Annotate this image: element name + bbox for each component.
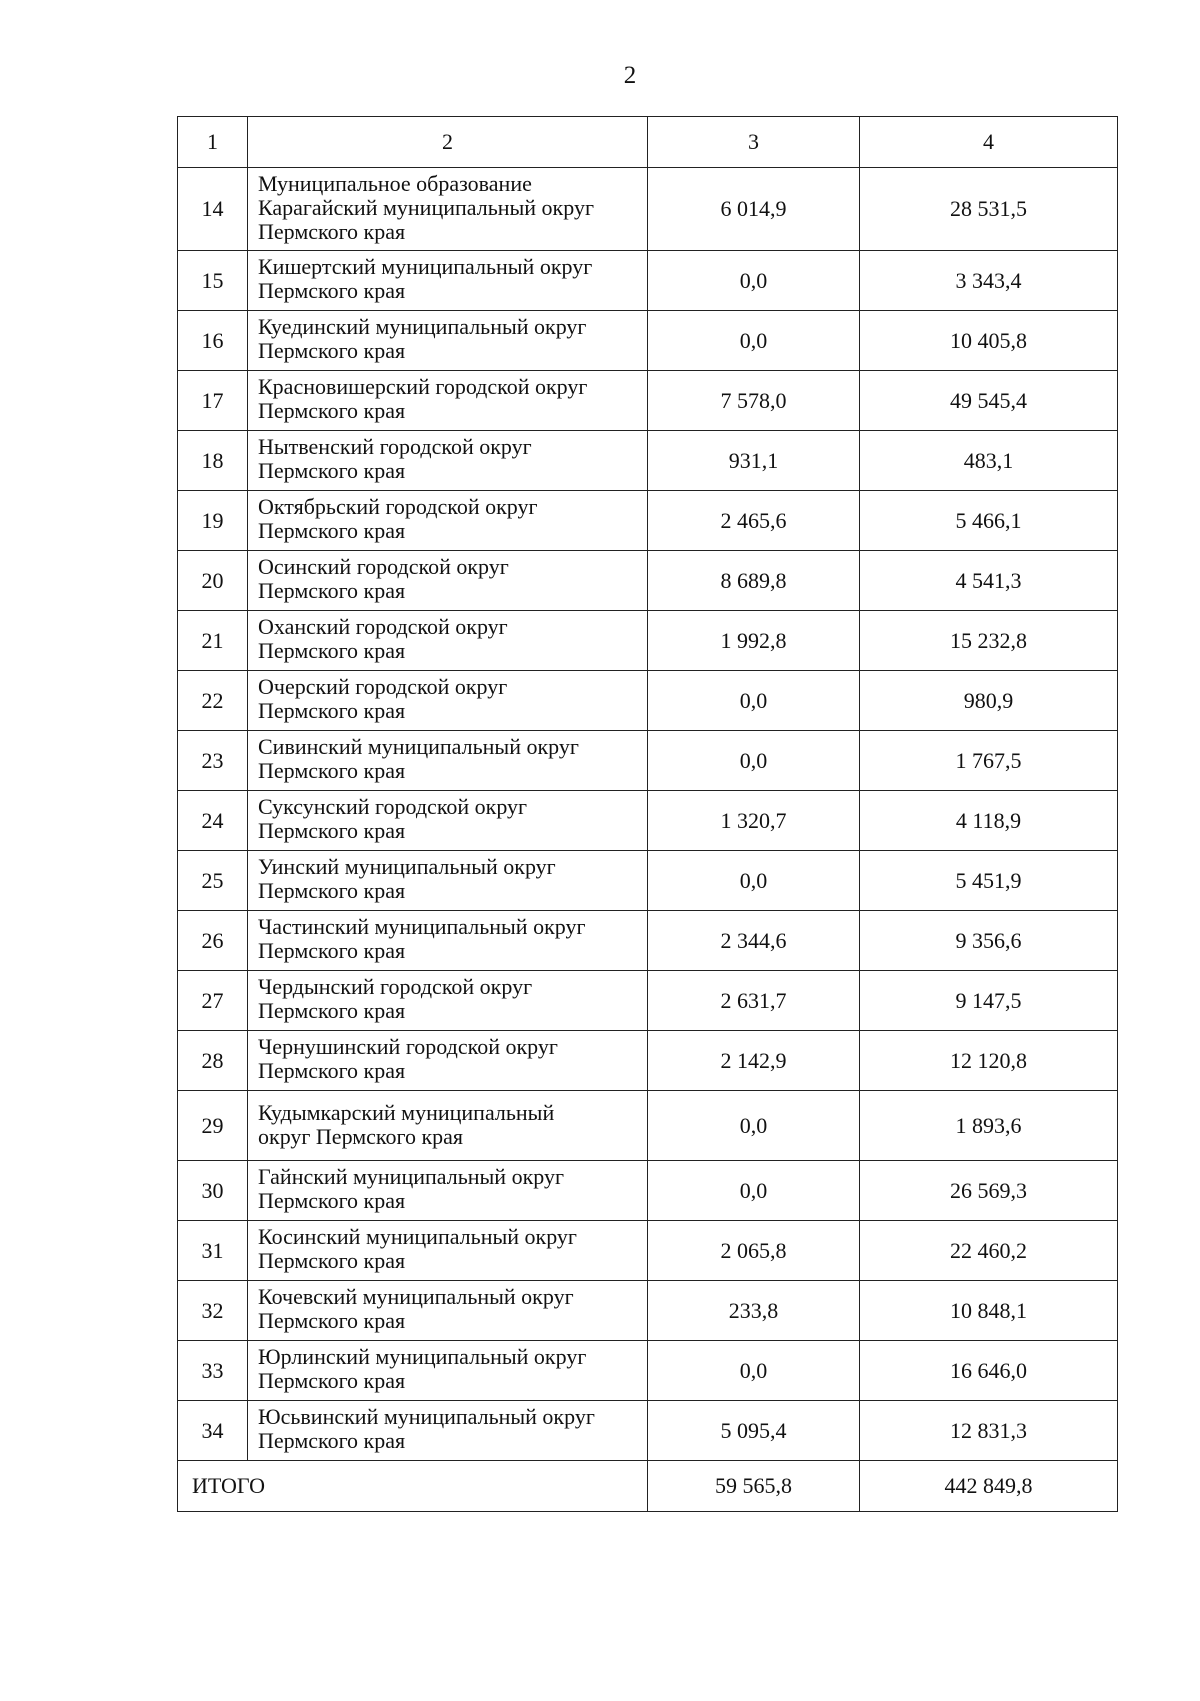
table-row: [178, 851, 1118, 911]
value-col-3: 0,0: [648, 731, 860, 791]
row-number: 27: [178, 971, 248, 1031]
table-row: [178, 1401, 1118, 1461]
value-col-4: 1 767,5: [860, 731, 1118, 791]
value-col-3: 0,0: [648, 251, 860, 311]
total-col-3: 59 565,8: [648, 1461, 860, 1512]
municipality-name-line: Пермского края: [258, 1188, 406, 1213]
municipality-name: [248, 431, 648, 491]
value-col-4: 12 831,3: [860, 1401, 1118, 1461]
value-col-4: 10 848,1: [860, 1281, 1118, 1341]
value-col-3: 2 631,7: [648, 971, 860, 1031]
row-number: 22: [178, 671, 248, 731]
municipality-name-line: Пермского края: [258, 698, 406, 723]
municipality-name: [248, 1091, 648, 1161]
row-number: 24: [178, 791, 248, 851]
row-number: 31: [178, 1221, 248, 1281]
row-number: 25: [178, 851, 248, 911]
row-number: 34: [178, 1401, 248, 1461]
table-footer: [178, 1461, 1118, 1512]
value-col-3: 2 065,8: [648, 1221, 860, 1281]
row-number: 17: [178, 371, 248, 431]
municipality-name-line: Кишертский муниципальный округ: [258, 254, 593, 279]
distribution-table: [177, 116, 1118, 1512]
value-col-3: 0,0: [648, 851, 860, 911]
table-row: [178, 491, 1118, 551]
value-col-4: 15 232,8: [860, 611, 1118, 671]
municipality-name-line: Пермского края: [258, 1058, 406, 1083]
municipality-name-line: Осинский городской округ: [258, 554, 509, 579]
header-col-4: 4: [860, 117, 1118, 168]
municipality-name-line: Уинский муниципальный округ: [258, 854, 556, 879]
header-col-3: 3: [648, 117, 860, 168]
value-col-4: 22 460,2: [860, 1221, 1118, 1281]
municipality-name-line: Нытвенский городской округ: [258, 434, 532, 459]
value-col-4: 3 343,4: [860, 251, 1118, 311]
value-col-4: 4 541,3: [860, 551, 1118, 611]
municipality-name-line: Пермского края: [258, 758, 406, 783]
value-col-3: 233,8: [648, 1281, 860, 1341]
row-number: 26: [178, 911, 248, 971]
table-row: [178, 731, 1118, 791]
row-number: 18: [178, 431, 248, 491]
row-number: 14: [178, 168, 248, 251]
municipality-name-line: Пермского края: [258, 998, 406, 1023]
municipality-name-line: Пермского края: [258, 1428, 406, 1453]
value-col-3: 2 344,6: [648, 911, 860, 971]
value-col-3: 1 992,8: [648, 611, 860, 671]
table-header: [178, 117, 1118, 168]
value-col-3: 0,0: [648, 311, 860, 371]
municipality-name-line: Кудымкарский муниципальный: [258, 1099, 555, 1125]
municipality-name: [248, 911, 648, 971]
municipality-name: [248, 971, 648, 1031]
value-col-4: 5 451,9: [860, 851, 1118, 911]
municipality-name-line: Пермского края: [258, 638, 406, 663]
row-number: 32: [178, 1281, 248, 1341]
value-col-3: 0,0: [648, 1161, 860, 1221]
table-row: [178, 611, 1118, 671]
municipality-name-line: Пермского края: [258, 938, 406, 963]
municipality-name-line: Муниципальное образование: [258, 171, 532, 196]
value-col-3: 8 689,8: [648, 551, 860, 611]
table-row: [178, 671, 1118, 731]
table-row: [178, 1161, 1118, 1221]
row-number: 19: [178, 491, 248, 551]
municipality-name: [248, 671, 648, 731]
table-row: [178, 551, 1118, 611]
total-col-4: 442 849,8: [860, 1461, 1118, 1512]
municipality-name-line: Пермского края: [258, 818, 406, 843]
value-col-4: 9 356,6: [860, 911, 1118, 971]
total-label: ИТОГО: [178, 1461, 648, 1512]
municipality-name-line: Кочевский муниципальный округ: [258, 1284, 574, 1309]
row-number: 15: [178, 251, 248, 311]
municipality-name-line: Пермского края: [258, 398, 406, 423]
row-number: 20: [178, 551, 248, 611]
value-col-3: 2 465,6: [648, 491, 860, 551]
table-row: [178, 791, 1118, 851]
row-number: 28: [178, 1031, 248, 1091]
table-row: [178, 371, 1118, 431]
municipality-name-line: Красновишерский городской округ: [258, 374, 588, 399]
municipality-name: [248, 791, 648, 851]
municipality-name: [248, 251, 648, 311]
municipality-name: [248, 1031, 648, 1091]
table-row: [178, 311, 1118, 371]
value-col-4: 12 120,8: [860, 1031, 1118, 1091]
municipality-name-line: Пермского края: [258, 1248, 406, 1273]
municipality-name-line: Пермского края: [258, 219, 406, 244]
municipality-name-line: Чернушинский городской округ: [258, 1034, 558, 1059]
municipality-name-line: Пермского края: [258, 338, 406, 363]
value-col-3: 0,0: [648, 1341, 860, 1401]
municipality-name: [248, 491, 648, 551]
row-number: 29: [178, 1091, 248, 1161]
table-row: [178, 1341, 1118, 1401]
municipality-name-line: Пермского края: [258, 1368, 406, 1393]
value-col-3: 1 320,7: [648, 791, 860, 851]
value-col-4: 49 545,4: [860, 371, 1118, 431]
value-col-4: 4 118,9: [860, 791, 1118, 851]
value-col-4: 26 569,3: [860, 1161, 1118, 1221]
value-col-4: 16 646,0: [860, 1341, 1118, 1401]
header-row: [178, 117, 1118, 168]
page-number: 2: [623, 62, 637, 89]
table-row: [178, 1091, 1118, 1161]
municipality-name-line: Сивинский муниципальный округ: [258, 734, 579, 759]
municipality-name: [248, 1281, 648, 1341]
table-row: [178, 431, 1118, 491]
row-number: 21: [178, 611, 248, 671]
municipality-name-line: Куединский муниципальный округ: [258, 314, 587, 339]
municipality-name: [248, 1161, 648, 1221]
municipality-name-line: Пермского края: [258, 278, 406, 303]
value-col-3: 5 095,4: [648, 1401, 860, 1461]
value-col-4: 10 405,8: [860, 311, 1118, 371]
municipality-name-line: Карагайский муниципальный округ: [258, 195, 594, 220]
municipality-name-line: Суксунский городской округ: [258, 794, 528, 819]
table-row: [178, 911, 1118, 971]
municipality-name-line: Юрлинский муниципальный округ: [258, 1344, 587, 1369]
municipality-name-line: Оханский городской округ: [258, 614, 508, 639]
value-col-3: 6 014,9: [648, 168, 860, 251]
municipality-name-line: Пермского края: [258, 458, 406, 483]
municipality-name: [248, 1341, 648, 1401]
municipality-name-line: Пермского края: [258, 878, 406, 903]
row-number: 30: [178, 1161, 248, 1221]
municipality-name-line: Косинский муниципальный округ: [258, 1224, 577, 1249]
value-col-4: 5 466,1: [860, 491, 1118, 551]
table-row: [178, 251, 1118, 311]
municipality-name: [248, 1401, 648, 1461]
value-col-4: 28 531,5: [860, 168, 1118, 251]
value-col-3: 0,0: [648, 671, 860, 731]
table-body: [178, 168, 1118, 1461]
value-col-4: 483,1: [860, 431, 1118, 491]
municipality-name: [248, 731, 648, 791]
municipality-name-line: округ Пермского края: [258, 1123, 464, 1149]
row-number: 33: [178, 1341, 248, 1401]
table-row: [178, 1281, 1118, 1341]
municipality-name-line: Пермского края: [258, 518, 406, 543]
municipality-name-line: Пермского края: [258, 1308, 406, 1333]
row-number: 23: [178, 731, 248, 791]
municipality-name-line: Чердынский городской округ: [258, 974, 533, 999]
header-col-1: 1: [178, 117, 248, 168]
table-row: [178, 971, 1118, 1031]
municipality-name: [248, 551, 648, 611]
municipality-name-line: Очерский городской округ: [258, 674, 508, 699]
municipality-name: [248, 168, 648, 251]
value-col-3: 2 142,9: [648, 1031, 860, 1091]
table-row: [178, 168, 1118, 251]
municipality-name: [248, 311, 648, 371]
municipality-name-line: Гайнский муниципальный округ: [258, 1164, 564, 1189]
value-col-4: 980,9: [860, 671, 1118, 731]
municipality-name-line: Юсьвинский муниципальный округ: [258, 1404, 595, 1429]
value-col-3: 0,0: [648, 1091, 860, 1161]
municipality-name: [248, 1221, 648, 1281]
table-row: [178, 1031, 1118, 1091]
row-number: 16: [178, 311, 248, 371]
value-col-4: 9 147,5: [860, 971, 1118, 1031]
value-col-3: 931,1: [648, 431, 860, 491]
municipality-name: [248, 371, 648, 431]
table-row: [178, 1221, 1118, 1281]
value-col-3: 7 578,0: [648, 371, 860, 431]
municipality-name: [248, 851, 648, 911]
municipality-name: [248, 611, 648, 671]
municipality-name-line: Пермского края: [258, 578, 406, 603]
header-col-2: 2: [248, 117, 648, 168]
total-row: [178, 1461, 1118, 1512]
municipality-name-line: Октябрьский городской округ: [258, 494, 538, 519]
value-col-4: 1 893,6: [860, 1091, 1118, 1161]
municipality-name-line: Частинский муниципальный округ: [258, 914, 586, 939]
